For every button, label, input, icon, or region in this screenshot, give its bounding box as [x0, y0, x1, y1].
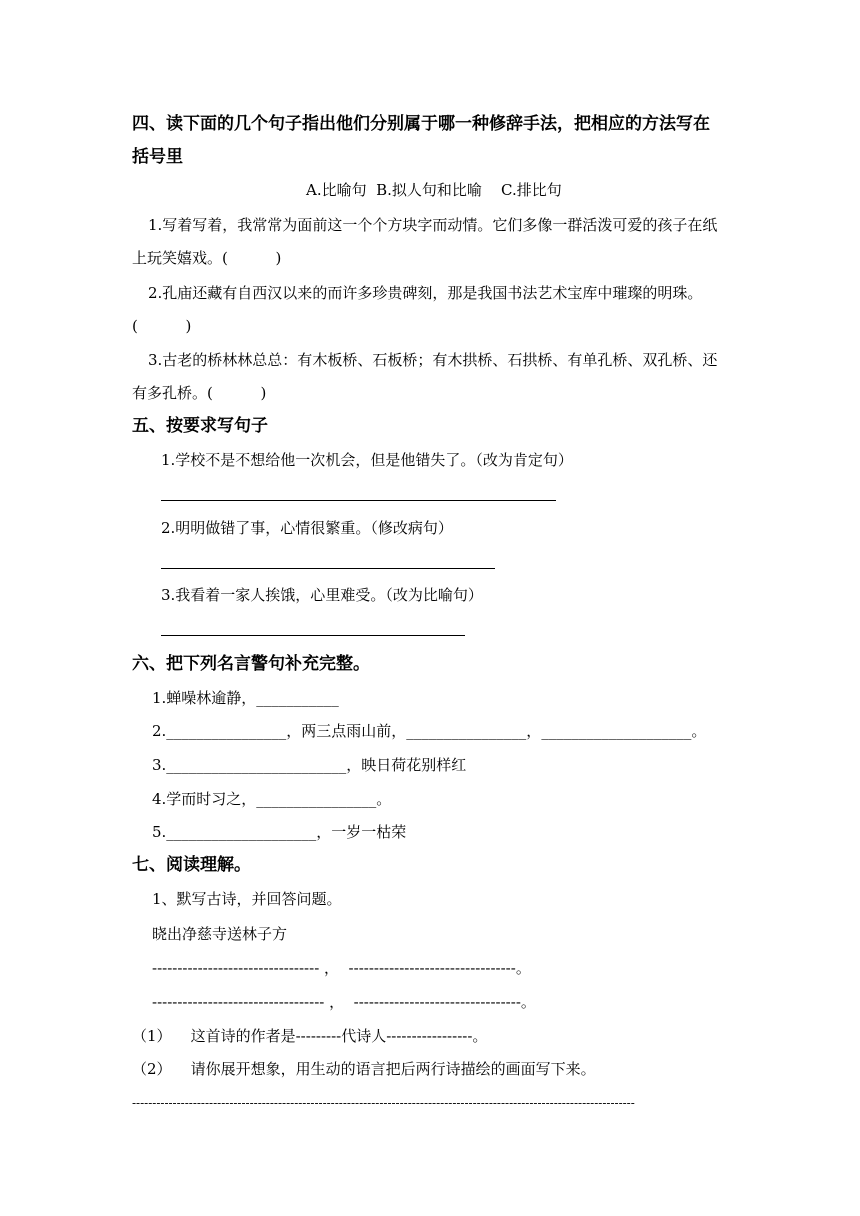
answer-line [161, 500, 556, 501]
section7-subquestion: 1、默写古诗，并回答问题。 [152, 890, 342, 908]
section4-question-2-cont: ( ) [132, 317, 192, 335]
section7-question-2: （2） 请你展开想象，用生动的语言把后两行诗描绘的画面写下来。 [132, 1060, 596, 1078]
rhetoric-options: A.比喻句 B.拟人句和比喻 C.排比句 [306, 181, 562, 199]
section6-question-3: 3.________________________，映日荷花别样红 [152, 756, 467, 774]
poem-blank-line-1: --------------------------------- ， ---------------------------------。 [152, 959, 531, 977]
poem-title: 晓出净慈寺送林子方 [152, 925, 288, 943]
section4-question-3: 3.古老的桥林林总总：有木板桥、石板桥；有木拱桥、石拱桥、有单孔桥、双孔桥、还 [148, 351, 718, 369]
section5-question-3: 3.我看着一家人挨饿，心里难受。（改为比喻句） [161, 586, 483, 604]
section6-question-5: 5.____________________，一岁一枯荣 [152, 823, 407, 841]
section4-heading: 四、读下面的几个句子指出他们分别属于哪一种修辞手法，把相应的方法写在 [132, 114, 710, 134]
section6-question-1: 1.蝉噪林逾静，___________ [152, 689, 339, 707]
section6-question-2: 2.________________，两三点雨山前，________________，____________________。 [152, 722, 707, 740]
section4-question-2: 2.孔庙还藏有自西汉以来的而许多珍贵碑刻，那是我国书法艺术宝库中璀璨的明珠。 [148, 284, 703, 302]
section6-heading: 六、把下列名言警句补充完整。 [132, 654, 370, 674]
section4-question-1: 1.写着写着，我常常为面前这一个个方块字而动情。它们多像一群活泼可爱的孩子在纸 [148, 216, 718, 234]
section7-heading: 七、阅读理解。 [132, 855, 251, 875]
section5-question-1: 1.学校不是不想给他一次机会，但是他错失了。（改为肯定句） [161, 451, 573, 469]
section4-question-1-cont: 上玩笑嬉戏。( ) [132, 249, 282, 267]
section6-question-4: 4.学而时习之，________________。 [152, 790, 392, 808]
answer-line [161, 635, 465, 636]
section4-heading-cont: 括号里 [132, 147, 183, 167]
section5-question-2: 2.明明做错了事，心情很繁重。（修改病句） [161, 519, 453, 537]
section7-question-1: （1） 这首诗的作者是---------代诗人-----------------。 [132, 1027, 488, 1045]
answer-line [161, 568, 495, 569]
section5-heading: 五、按要求写句子 [132, 416, 268, 436]
poem-blank-line-2: ---------------------------------- ， ---------------------------------。 [152, 993, 536, 1011]
answer-dashed-line: ---------------------------------------------------------------------------------------------------------------------------- [132, 1096, 635, 1110]
section4-question-3-cont: 有多孔桥。( ) [132, 384, 267, 402]
